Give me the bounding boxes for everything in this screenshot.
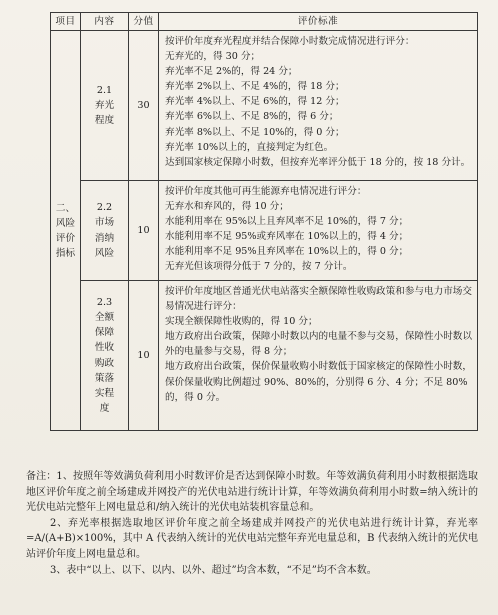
note-paragraph: 备注：1、按照年等效满负荷利用小时数评价是否达到保障小时数。年等效满负荷利用小时数根据选取地区评价年度之前全场建成并网投产的光伏电站进行统计计算，年等效满负荷利用小时数=纳入统计的光伏电站完整年上网电量总和/纳入统计的光伏电站装机容量总和。 [26,471,478,514]
content-line: 实程 [94,387,115,399]
content-line: 弃光 [94,99,115,111]
criteria-line: 地方政府出台政策，保障小时数以内的电量不参与交易，保障性小时数以外的电量参与交易，得 8 分； [165,331,472,358]
content-line: 消纳 [94,232,115,244]
content-line: 度 [99,402,110,414]
criteria-line: 无弃光但该项得分低于 7 分的，按 7 分计。 [165,261,353,273]
content-line: 市场 [94,217,115,229]
table-row [51,181,478,281]
header-cell: 内容 [81,13,129,31]
criteria-cell [159,181,478,281]
criteria-line: 按评价年度其他可再生能源弃电情况进行评分： [165,186,367,197]
table-header-row [51,13,478,31]
criteria-line: 无弃水和弃风的，得 10 分； [165,201,289,213]
criteria-line: 弃光率不足 2%的，得 24 分； [165,66,298,78]
content-line: 全额 [94,312,115,324]
criteria-line: 按评价年度弃光程度并结合保障小时数完成情况进行评分： [165,36,415,47]
criteria-line: 无弃光的，得 30 分； [165,51,261,63]
criteria-line: 弃光率 2%以上、不足 4%的，得 18 分； [165,81,345,93]
category-line: 评价 [55,232,76,244]
header-cell: 评价标准 [159,13,478,31]
content-cell [81,281,129,431]
criteria-line: 弃光率 4%以上、不足 6%的，得 12 分； [165,96,345,108]
content-cell [81,181,129,281]
score-cell: 10 [129,281,159,431]
criteria-line: 实现全额保障性收购的，得 10 分； [165,316,318,328]
content-line: 购政 [94,357,115,369]
content-line: 2.2 [96,202,113,214]
header-cell: 项目 [51,13,81,31]
notes-section [26,469,478,578]
note-paragraph: 3、表中“以上、以下、以内、以外、超过”均含本数，“不足”均不含本数。 [50,564,377,576]
criteria-line: 弃光率 10%以上的，直接判定为红色。 [165,141,334,153]
content-line: 2.1 [96,84,113,96]
content-line: 风险 [94,247,115,259]
score-cell: 30 [129,31,159,181]
table-row [51,281,478,431]
category-line: 指标 [55,247,76,259]
criteria-line: 水能利用率不足 95%或弃风率在 10%以上的，得 4 分； [165,231,409,243]
content-line: 程度 [94,115,115,127]
category-line: 二、 [55,202,76,214]
criteria-cell [159,31,478,181]
criteria-line: 水能利用率在 95%以上且弃风率不足 10%的，得 7 分； [165,216,409,228]
criteria-line: 达到国家核定保障小时数，但按弃光率评分低于 18 分的，按 18 分计。 [165,156,471,168]
header-cell: 分值 [129,13,159,31]
criteria-line: 水能利用率不足 95%且弃风率在 10%以上的，得 0 分； [165,246,409,258]
criteria-line: 按评价年度地区普通光伏电站落实全额保障性收购政策和参与电力市场交易情况进行评分： [165,286,472,313]
table-row [51,31,478,181]
content-cell [81,31,129,181]
note-paragraph: 2、弃光率根据选取地区评价年度之前全场建成并网投产的光伏电站进行统计计算，弃光率=A/(A+B)×100%，其中 A 代表纳入统计的光伏电站完整年弃光电量总和，B 代表纳入统计的光伏电站评价年度上网电量总和。 [26,517,478,560]
evaluation-table [50,12,478,431]
criteria-cell [159,281,478,431]
content-line: 性收 [94,342,115,354]
content-line: 策落 [94,372,115,384]
content-line: 保障 [94,327,115,339]
criteria-line: 弃光率 6%以上、不足 8%的，得 6 分； [165,111,339,123]
criteria-line: 弃光率 8%以上、不足 10%的，得 0 分； [165,126,345,138]
category-line: 风险 [55,217,76,229]
category-cell [51,31,81,431]
criteria-line: 地方政府出台政策，保价保量收购小时数低于国家核定的保障性小时数，保价保量收购比例超过 90%、80%的，分别得 6 分、4 分；不足 80%的，得 0 分。 [165,361,472,403]
score-cell: 10 [129,181,159,281]
content-line: 2.3 [96,297,113,309]
